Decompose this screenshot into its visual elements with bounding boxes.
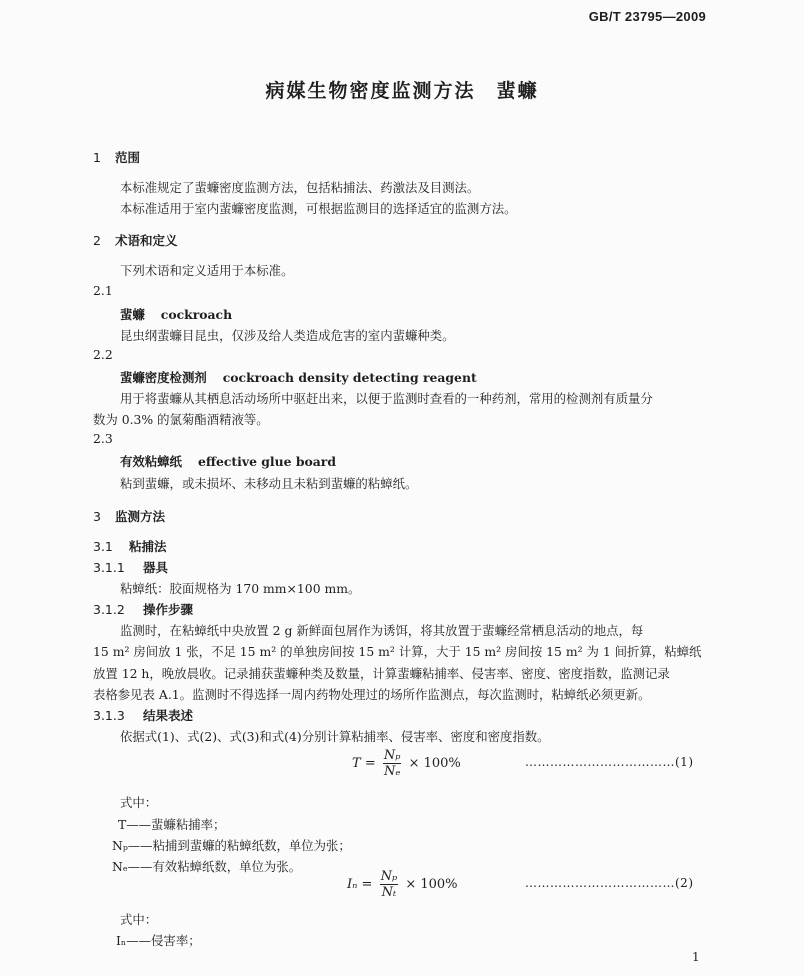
section-2-heading bbox=[93, 231, 178, 249]
page-number: 1 bbox=[692, 950, 700, 964]
formula-fraction bbox=[383, 748, 402, 779]
where-label: 式中： bbox=[120, 912, 158, 927]
section-title: 结果表述 bbox=[143, 708, 194, 723]
paragraph: 本标准规定了蜚蠊密度监测方法，包括粘捕法、药激法及目测法。 bbox=[120, 180, 480, 195]
term-en: effective glue board bbox=[197, 454, 336, 469]
subsection-heading bbox=[93, 706, 193, 724]
term-en: cockroach bbox=[160, 307, 233, 322]
paragraph: 本标准适用于室内蜚蠊密度监测，可根据监测目的选择适宜的监测方法。 bbox=[120, 201, 517, 216]
section-title: 范围 bbox=[115, 150, 141, 165]
paragraph: 依据式(1)、式(2)、式(3)和式(4)分别计算粘捕率、侵害率、密度和密度指数。 bbox=[120, 729, 550, 744]
definition: 数为 0.3% 的氯菊酯酒精液等。 bbox=[93, 412, 269, 427]
section-3-heading bbox=[93, 507, 165, 525]
variable-definition: Iₙ——侵害率； bbox=[116, 933, 201, 948]
section-number: 3 bbox=[93, 509, 101, 524]
section-title: 器具 bbox=[143, 560, 169, 575]
term bbox=[120, 452, 336, 470]
clause-number: 2.2 bbox=[93, 347, 113, 362]
formula-denominator: Nₜ bbox=[381, 885, 397, 900]
definition: 用于将蜚蠊从其栖息活动场所中驱赶出来，以便于监测时查看的一种药剂，常用的检测剂有质量分 bbox=[120, 391, 653, 406]
formula-equals: = bbox=[361, 877, 373, 892]
term-zh: 有效粘蟑纸 bbox=[120, 454, 182, 469]
section-title: 监测方法 bbox=[115, 509, 166, 524]
variable-definition: Nₑ——有效粘蟑纸数，单位为张。 bbox=[112, 859, 302, 874]
formula-1 bbox=[352, 748, 461, 779]
formula-multiplier: × 100% bbox=[405, 877, 458, 892]
formula-equals: = bbox=[364, 756, 376, 771]
paragraph-line: 放置 12 h，晚放晨收。记录捕获蜚蠊种类及数量，计算蜚蠊粘捕率、侵害率、密度、密度指数，监测记录 bbox=[93, 666, 670, 681]
equation-number: ………………………………(1) bbox=[525, 755, 694, 769]
section-number: 2 bbox=[93, 233, 101, 248]
paragraph-line: 表格参见表 A.1。监测时不得选择一周内药物处理过的场所作监测点，每次监测时，粘蟑纸必须更新。 bbox=[93, 687, 651, 702]
term bbox=[120, 368, 477, 386]
section-number: 1 bbox=[93, 150, 101, 165]
section-number: 3.1.2 bbox=[93, 602, 125, 617]
formula-multiplier: × 100% bbox=[408, 756, 461, 771]
paragraph: 下列术语和定义适用于本标准。 bbox=[120, 263, 294, 278]
paragraph-line: 15 m² 房间放 1 张，不足 15 m² 的单独房间按 15 m² 计算，大于 15 m² 房间按 15 m² 为 1 间折算，粘蟑纸 bbox=[93, 644, 702, 659]
section-title: 术语和定义 bbox=[115, 233, 178, 248]
formula-numerator: Nₚ bbox=[383, 748, 401, 763]
formula-lhs: T bbox=[352, 756, 361, 771]
subsection-heading bbox=[93, 558, 168, 576]
clause-number: 2.1 bbox=[93, 283, 113, 298]
section-number: 3.1.1 bbox=[93, 560, 125, 575]
formula-lhs: Iₙ bbox=[347, 877, 358, 892]
formula-denominator: Nₑ bbox=[383, 764, 401, 779]
variable-definition: Nₚ——粘捕到蜚蠊的粘蟑纸数，单位为张； bbox=[112, 838, 351, 853]
page-title: 病媒生物密度监测方法 蜚蠊 bbox=[265, 80, 539, 102]
term-en: cockroach density detecting reagent bbox=[222, 370, 477, 385]
section-number: 3.1.3 bbox=[93, 708, 125, 723]
standard-number: GB/T 23795—2009 bbox=[588, 9, 706, 24]
section-title: 操作步骤 bbox=[143, 602, 194, 617]
paragraph-line: 监测时，在粘蟑纸中央放置 2 g 新鲜面包屑作为诱饵，将其放置于蜚蠊经常栖息活动的地点，每 bbox=[120, 623, 644, 638]
formula-2 bbox=[347, 869, 458, 900]
variable-definition: T——蜚蠊粘捕率； bbox=[118, 817, 226, 832]
term-zh: 蜚蠊密度检测剂 bbox=[120, 370, 207, 385]
definition: 粘到蜚蠊，或未损坏、未移动且未粘到蜚蠊的粘蟑纸。 bbox=[120, 476, 418, 491]
subsection-heading bbox=[93, 537, 167, 555]
formula-fraction bbox=[380, 869, 399, 900]
where-label: 式中： bbox=[120, 795, 158, 810]
paragraph: 粘蟑纸：胶面规格为 170 mm×100 mm。 bbox=[120, 581, 361, 596]
clause-number: 2.3 bbox=[93, 431, 113, 446]
section-title: 粘捕法 bbox=[129, 539, 167, 554]
term-zh: 蜚蠊 bbox=[120, 307, 145, 322]
section-number: 3.1 bbox=[93, 539, 113, 554]
subsection-heading bbox=[93, 600, 193, 618]
formula-numerator: Nₚ bbox=[380, 869, 398, 884]
term bbox=[120, 305, 232, 323]
equation-number: ………………………………(2) bbox=[525, 876, 694, 890]
definition: 昆虫纲蜚蠊目昆虫，仅涉及给人类造成危害的室内蜚蠊种类。 bbox=[120, 328, 455, 343]
section-1-heading bbox=[93, 148, 140, 166]
